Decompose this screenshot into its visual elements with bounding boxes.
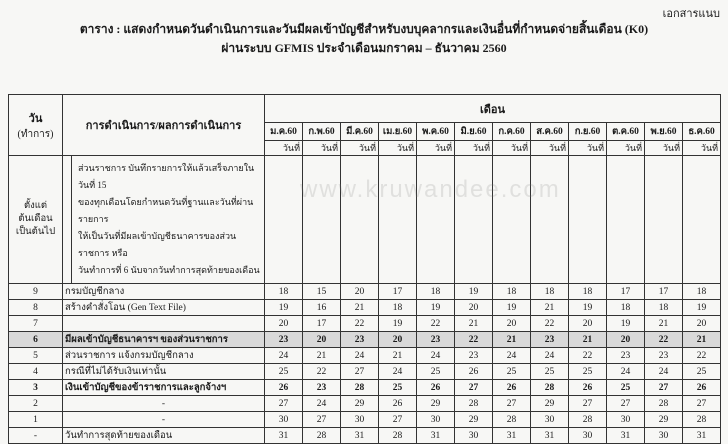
row-date-value: 28: [683, 412, 721, 428]
month-header: ธ.ค.60: [683, 123, 721, 141]
row-date-value: 21: [493, 332, 531, 348]
row-activity: [63, 316, 265, 332]
row-date-value: 27: [493, 396, 531, 412]
date-subheader: วันที่: [531, 141, 569, 156]
date-subheader: วันที่: [341, 141, 379, 156]
row-date-value: 18: [379, 300, 417, 316]
empty-cell: [645, 156, 683, 284]
row-date-value: 27: [455, 380, 493, 396]
row-date-value: 28: [379, 428, 417, 444]
row-date-value: 18: [265, 284, 303, 300]
row-date-value: 31: [417, 428, 455, 444]
row-date-value: 31: [341, 428, 379, 444]
day-header-sub: (ทำการ): [17, 128, 54, 140]
row-date-value: 27: [341, 364, 379, 380]
row-date-value: 29: [341, 396, 379, 412]
row-activity: -: [63, 412, 265, 428]
empty-cell: [379, 156, 417, 284]
row-date-value: 26: [569, 380, 607, 396]
row-date-value: 20: [607, 332, 645, 348]
row-date-value: 20: [265, 316, 303, 332]
month-header: ก.ย.60: [569, 123, 607, 141]
row-date-value: 20: [379, 332, 417, 348]
date-subheader: วันที่: [607, 141, 645, 156]
empty-cell: [455, 156, 493, 284]
row-date-value: 19: [569, 300, 607, 316]
schedule-table: [8, 94, 721, 444]
row-date-value: 19: [417, 300, 455, 316]
row-date-value: 23: [417, 332, 455, 348]
row-date-value: 26: [493, 380, 531, 396]
row-day: 1: [9, 412, 63, 428]
row-date-value: 30: [645, 428, 683, 444]
table-row: [9, 300, 721, 316]
row-date-value: 26: [683, 380, 721, 396]
row-date-value: 31: [531, 428, 569, 444]
row-day: 5: [9, 348, 63, 364]
row-date-value: 20: [569, 316, 607, 332]
row-date-value: 23: [455, 348, 493, 364]
row-date-value: 24: [303, 396, 341, 412]
row-date-value: 27: [645, 380, 683, 396]
date-subheader: วันที่: [379, 141, 417, 156]
row-date-value: 25: [607, 380, 645, 396]
row-date-value: 24: [417, 348, 455, 364]
row-date-value: 15: [303, 284, 341, 300]
row-date-value: 23: [531, 332, 569, 348]
first-row-line: ของทุกเดือนโดยกำหนดวันที่ฐานและวันที่ผ่านรายการ: [78, 197, 254, 224]
row-day: 4: [9, 364, 63, 380]
row-date-value: 23: [645, 348, 683, 364]
row-date-value: 29: [531, 396, 569, 412]
row-date-value: 21: [455, 316, 493, 332]
row-date-value: 26: [455, 364, 493, 380]
table-row: [9, 428, 721, 444]
row-date-value: 19: [493, 300, 531, 316]
row-activity: สร้างคำสั่งโอน (Gen Text File): [63, 300, 265, 316]
row-date-value: 29: [455, 412, 493, 428]
empty-cell: [683, 156, 721, 284]
empty-cell: [493, 156, 531, 284]
row-date-value: 30: [417, 412, 455, 428]
row-date-value: 18: [569, 284, 607, 300]
watermark: www.kruwandee.com: [300, 176, 561, 203]
empty-cell: [341, 156, 379, 284]
row-date-value: 30: [341, 412, 379, 428]
row-date-value: 23: [303, 380, 341, 396]
row-date-value: 30: [531, 412, 569, 428]
row-date-value: 22: [455, 332, 493, 348]
row-activity: มีผลเข้าบัญชีธนาคารฯ ของส่วนราชการ: [63, 332, 265, 348]
row-date-value: 19: [379, 316, 417, 332]
row-date-value: 18: [493, 284, 531, 300]
row-date-value: 24: [645, 364, 683, 380]
empty-cell: [607, 156, 645, 284]
document-tag: เอกสารแนบ: [662, 8, 720, 20]
row-date-value: 19: [455, 284, 493, 300]
row-activity: กรมบัญชีกลาง: [63, 284, 265, 300]
row-date-value: 31: [607, 428, 645, 444]
row-date-value: 25: [265, 364, 303, 380]
date-subheader: วันที่: [493, 141, 531, 156]
row-date-value: 22: [303, 364, 341, 380]
row-date-value: 21: [341, 300, 379, 316]
month-group-header: เดือน: [265, 95, 721, 123]
row-day: 6: [9, 332, 63, 348]
date-subheader: วันที่: [303, 141, 341, 156]
row-date-value: 17: [379, 284, 417, 300]
row-date-value: 19: [265, 300, 303, 316]
document-title: [0, 20, 728, 57]
row-date-value: 24: [341, 348, 379, 364]
row-date-value: 20: [455, 300, 493, 316]
row-date-value: 28: [341, 380, 379, 396]
first-row-line: วันทำการที่ 6 นับจากวันทำการสุดท้ายของเดือน: [78, 265, 260, 275]
row-date-value: 28: [303, 428, 341, 444]
row-date-value: 21: [645, 316, 683, 332]
first-row-day: [9, 156, 63, 284]
day-header-label: วัน: [28, 112, 43, 125]
row-date-value: 18: [645, 300, 683, 316]
row-activity: -: [63, 396, 265, 412]
row-date-value: 26: [379, 396, 417, 412]
row-day: 2: [9, 396, 63, 412]
row-date-value: 21: [531, 300, 569, 316]
row-date-value: 30: [455, 428, 493, 444]
row-date-value: 27: [569, 396, 607, 412]
row-date-value: 28: [493, 412, 531, 428]
month-header: เม.ย.60: [379, 123, 417, 141]
row-date-value: 25: [379, 380, 417, 396]
row-date-value: 28: [645, 396, 683, 412]
empty-cell: [265, 156, 303, 284]
row-date-value: 25: [493, 364, 531, 380]
row-activity: ส่วนราชการ แจ้งกรมบัญชีกลาง: [63, 348, 265, 364]
row-date-value: 23: [607, 348, 645, 364]
first-table-row: [9, 156, 721, 284]
date-subheader: วันที่: [645, 141, 683, 156]
month-header: มิ.ย.60: [455, 123, 493, 141]
row-date-value: 27: [379, 412, 417, 428]
row-date-value: 19: [683, 300, 721, 316]
month-header: ก.ค.60: [493, 123, 531, 141]
row-date-value: 21: [683, 332, 721, 348]
date-subheader: วันที่: [455, 141, 493, 156]
month-header: ม.ค.60: [265, 123, 303, 141]
row-activity: วันทำการสุดท้ายของเดือน: [63, 428, 265, 444]
month-header: พ.ค.60: [417, 123, 455, 141]
day-header: [9, 95, 63, 156]
table-row: [9, 348, 721, 364]
empty-cell: [303, 156, 341, 284]
row-date-value: 27: [303, 412, 341, 428]
table-row: [9, 284, 721, 300]
date-subheader: วันที่: [569, 141, 607, 156]
row-day: 9: [9, 284, 63, 300]
date-subheader: วันที่: [417, 141, 455, 156]
row-activity: เงินเข้าบัญชีของข้าราชการและลูกจ้างฯ: [63, 380, 265, 396]
month-header: มี.ค.60: [341, 123, 379, 141]
table-row: [9, 364, 721, 380]
row-day: 8: [9, 300, 63, 316]
row-date-value: 25: [683, 364, 721, 380]
row-date-value: 16: [303, 300, 341, 316]
row-day: -: [9, 428, 63, 444]
empty-cell: [417, 156, 455, 284]
row-date-value: 31: [265, 428, 303, 444]
row-activity: กรณีที่ไม่ได้รับเงินเท่านั้น: [63, 364, 265, 380]
first-row-day-line: เป็นต้นไป: [15, 227, 56, 237]
row-date-value: 24: [531, 348, 569, 364]
row-date-value: 30: [607, 412, 645, 428]
row-date-value: 24: [265, 348, 303, 364]
row-date-value: 18: [531, 284, 569, 300]
row-date-value: 18: [683, 284, 721, 300]
row-date-value: 20: [493, 316, 531, 332]
row-date-value: 21: [379, 348, 417, 364]
row-day: 3: [9, 380, 63, 396]
table-row: [9, 380, 721, 396]
row-date-value: 18: [417, 284, 455, 300]
row-date-value: 30: [265, 412, 303, 428]
row-date-value: 22: [569, 348, 607, 364]
row-day: 7: [9, 316, 63, 332]
title-line-1: ตาราง : แสดงกำหนดวันดำเนินการและวันมีผลเข้าบัญชีสำหรับงบบุคลากรและเงินอื่นที่กำหนดจ่ายสิ้นเดือน (K0): [79, 22, 649, 36]
row-date-value: 29: [645, 412, 683, 428]
row-date-value: 22: [341, 316, 379, 332]
first-row-activity: [63, 156, 265, 284]
row-date-value: 19: [607, 316, 645, 332]
first-row-line: ส่วนราชการ บันทึกรายการให้แล้วเสร็จภายในวันที่ 15: [78, 163, 255, 190]
first-row-day-line: ต้นเดือน: [18, 214, 53, 224]
table-row: [9, 412, 721, 428]
first-row-line: ให้เป็นวันที่มีผลเข้าบัญชีธนาคารของส่วนราชการ หรือ: [78, 231, 237, 258]
empty-cell: [531, 156, 569, 284]
row-date-value: 20: [341, 284, 379, 300]
empty-cell: [569, 156, 607, 284]
row-date-value: 30: [569, 428, 607, 444]
row-date-value: 17: [607, 284, 645, 300]
row-date-value: 28: [569, 412, 607, 428]
first-row-day-line: ตั้งแต่: [23, 201, 48, 211]
activity-header: การดำเนินการ/ผลการดำเนินการ: [63, 95, 265, 156]
row-date-value: 23: [265, 332, 303, 348]
row-date-value: 22: [683, 348, 721, 364]
row-date-value: 22: [417, 316, 455, 332]
row-date-value: 21: [303, 348, 341, 364]
table-row: [9, 316, 721, 332]
date-subheader: วันที่: [265, 141, 303, 156]
title-line-2: ผ่านระบบ GFMIS ประจำเดือนมกราคม – ธันวาคม 2560: [221, 40, 507, 55]
month-header: ส.ค.60: [531, 123, 569, 141]
row-date-value: 26: [265, 380, 303, 396]
row-date-value: 20: [683, 316, 721, 332]
row-date-value: 26: [417, 380, 455, 396]
date-subheader: วันที่: [683, 141, 721, 156]
table-row: [9, 332, 721, 348]
row-date-value: 25: [531, 364, 569, 380]
row-date-value: 31: [683, 428, 721, 444]
month-header: พ.ย.60: [645, 123, 683, 141]
row-date-value: 20: [303, 332, 341, 348]
row-date-value: 17: [645, 284, 683, 300]
row-date-value: 17: [303, 316, 341, 332]
row-date-value: 24: [607, 364, 645, 380]
row-date-value: 25: [417, 364, 455, 380]
row-date-value: 23: [341, 332, 379, 348]
row-date-value: 31: [493, 428, 531, 444]
row-date-value: 24: [379, 364, 417, 380]
table-row: [9, 396, 721, 412]
row-date-value: 28: [531, 380, 569, 396]
row-date-value: 29: [417, 396, 455, 412]
row-date-value: 22: [531, 316, 569, 332]
month-header: ต.ค.60: [607, 123, 645, 141]
row-date-value: 27: [607, 396, 645, 412]
row-date-value: 22: [645, 332, 683, 348]
row-date-value: 27: [683, 396, 721, 412]
month-header: ก.พ.60: [303, 123, 341, 141]
row-date-value: 21: [569, 332, 607, 348]
row-date-value: 27: [265, 396, 303, 412]
row-date-value: 25: [569, 364, 607, 380]
row-date-value: 18: [607, 300, 645, 316]
row-date-value: 24: [493, 348, 531, 364]
row-date-value: 28: [455, 396, 493, 412]
